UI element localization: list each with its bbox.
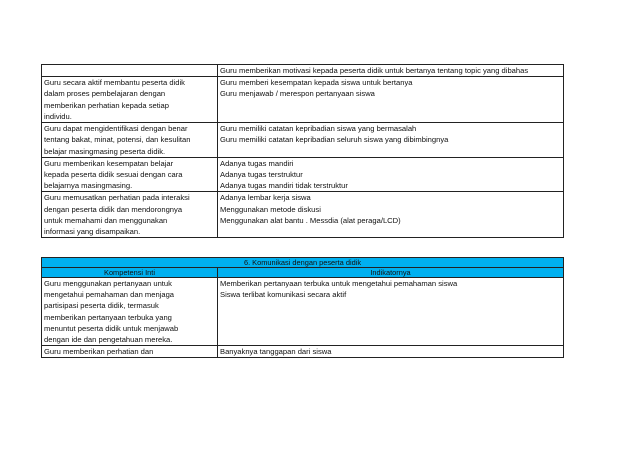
table-row xyxy=(42,192,564,238)
column-header-competency: Kompetensi Inti xyxy=(42,268,218,278)
table-row xyxy=(42,346,564,358)
indicator-cell: Memberikan pertanyaan terbuka untuk mengetahui pemahaman siswa Siswa terlibat komunikasi secara aktif xyxy=(218,278,564,346)
communication-table xyxy=(41,257,564,358)
competency-cell: Guru menggunakan pertanyaan untuk mengetahui pemahaman dan menjaga partisipasi peserta didik, termasuk memberikan pertanyaan terbuka yang menuntut peserta didik untuk menjawab dengan ide dan pengetahuan mereka. xyxy=(42,278,218,346)
indicator-cell: Guru memberi kesempatan kepada siswa untuk bertanya Guru menjawab / merespon pertanyaan siswa xyxy=(218,77,564,123)
indicator-cell: Guru memberikan motivasi kepada peserta didik untuk bertanya tentang topic yang dibahas xyxy=(218,65,564,77)
indicator-cell: Adanya lembar kerja siswa Menggunakan metode diskusi Menggunakan alat bantu . Messdia (alat peraga/LCD) xyxy=(218,192,564,238)
competency-cell: Guru memusatkan perhatian pada interaksi dengan peserta didik dan mendorongnya untuk memahami dan menggunakan informasi yang disampaikan. xyxy=(42,192,218,238)
section-title-row xyxy=(42,258,564,268)
competency-cell: Guru memberikan kesempatan belajar kepada peserta didik sesuai dengan cara belajarnya masingmasing. xyxy=(42,157,218,192)
table-row xyxy=(42,157,564,192)
competency-cell: Guru dapat mengidentifikasi dengan benar tentang bakat, minat, potensi, dan kesulitan belajar masingmasing peserta didik. xyxy=(42,123,218,158)
section-title: 6. Komunikasi dengan peserta didik xyxy=(42,258,564,268)
column-header-indicator: Indikatornya xyxy=(218,268,564,278)
indicator-cell: Adanya tugas mandiri Adanya tugas terstruktur Adanya tugas mandiri tidak terstruktur xyxy=(218,157,564,192)
table-row xyxy=(42,65,564,77)
column-header-row xyxy=(42,268,564,278)
table-row xyxy=(42,77,564,123)
competency-table-1 xyxy=(41,64,564,238)
competency-cell: Guru memberikan perhatian dan xyxy=(42,346,218,358)
competency-cell: Guru secara aktif membantu peserta didik dalam proses pembelajaran dengan memberikan perhatian kepada setiap individu. xyxy=(42,77,218,123)
competency-cell xyxy=(42,65,218,77)
table-row xyxy=(42,278,564,346)
indicator-cell: Guru memiliki catatan kepribadian siswa yang bermasalah Guru memiliki catatan kepribadian seluruh siswa yang dibimbingnya xyxy=(218,123,564,158)
indicator-cell: Banyaknya tanggapan dari siswa xyxy=(218,346,564,358)
table-row xyxy=(42,123,564,158)
